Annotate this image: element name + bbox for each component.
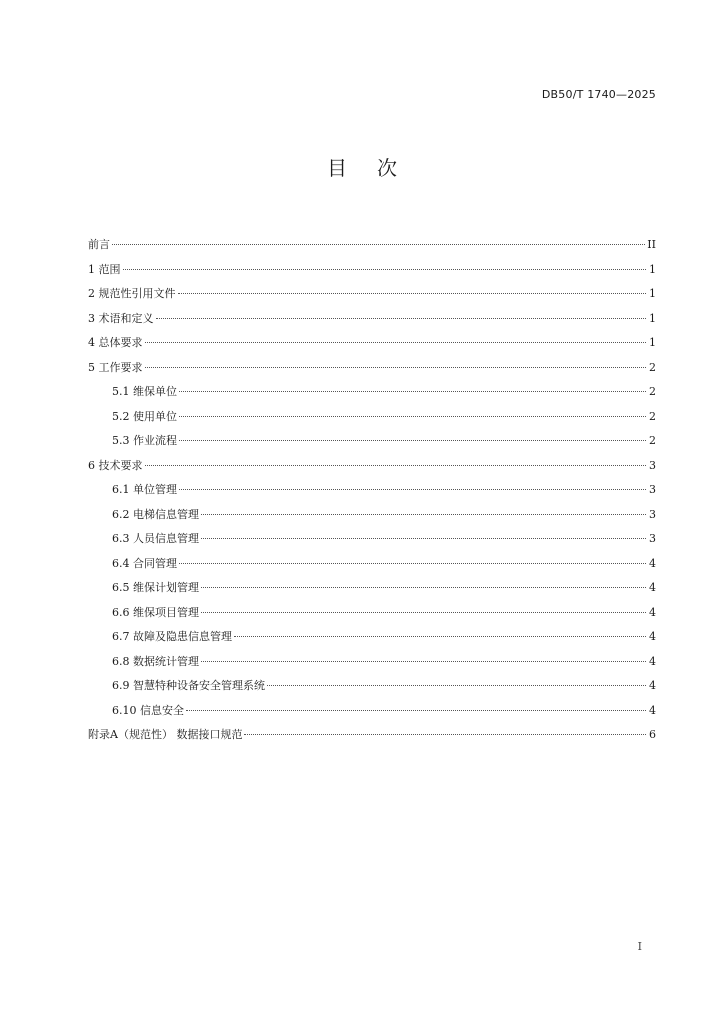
page-title: 目次 bbox=[327, 156, 427, 180]
toc-entry-page: 2 bbox=[649, 434, 656, 447]
toc-leader-dots bbox=[179, 440, 646, 441]
toc-leader-dots bbox=[145, 342, 647, 343]
toc-entry-label: 6.2 电梯信息管理 bbox=[112, 507, 199, 521]
toc-entry-label: 3 术语和定义 bbox=[88, 311, 154, 325]
toc-entry-label: 6.8 数据统计管理 bbox=[112, 654, 199, 668]
toc-entry[interactable] bbox=[88, 579, 656, 604]
toc-entry-page: 4 bbox=[649, 630, 656, 643]
toc-entry[interactable] bbox=[88, 285, 656, 310]
toc-entry[interactable] bbox=[88, 702, 656, 727]
toc-entry-label: 5.3 作业流程 bbox=[112, 434, 177, 447]
toc-leader-dots bbox=[267, 685, 646, 686]
toc-entry-page: 6 bbox=[649, 728, 656, 741]
toc-leader-dots bbox=[179, 416, 646, 417]
toc-leader-dots bbox=[201, 612, 646, 613]
toc-entry[interactable] bbox=[88, 726, 656, 751]
toc-leader-dots bbox=[145, 367, 647, 368]
toc-entry[interactable] bbox=[88, 481, 656, 506]
toc-entry-label: 6.5 维保计划管理 bbox=[112, 581, 199, 594]
toc-entry[interactable] bbox=[88, 530, 656, 555]
toc-entry-label: 6.9 智慧特种设备安全管理系统 bbox=[112, 679, 265, 692]
document-id: DB50/T 1740—2025 bbox=[541, 88, 656, 101]
toc-leader-dots bbox=[156, 318, 647, 319]
toc-leader-dots bbox=[244, 734, 646, 735]
toc-entry[interactable] bbox=[88, 334, 656, 359]
toc-entry-page: 4 bbox=[649, 654, 656, 668]
toc-entry-page: 4 bbox=[649, 605, 656, 619]
toc-entry[interactable] bbox=[88, 653, 656, 678]
toc-leader-dots bbox=[201, 514, 646, 515]
toc-entry[interactable] bbox=[88, 236, 656, 261]
toc-entry-page: 1 bbox=[649, 287, 656, 300]
toc-entry-label: 4 总体要求 bbox=[88, 336, 143, 349]
toc-entry-page: 2 bbox=[649, 360, 656, 374]
toc-leader-dots bbox=[145, 465, 647, 466]
toc-entry[interactable] bbox=[88, 677, 656, 702]
toc-entry-label: 1 范围 bbox=[88, 262, 121, 276]
toc-leader-dots bbox=[201, 587, 646, 588]
toc-leader-dots bbox=[178, 293, 647, 294]
toc-entry[interactable] bbox=[88, 310, 656, 335]
toc-entry-page: 2 bbox=[649, 409, 656, 423]
toc-leader-dots bbox=[112, 244, 645, 245]
table-of-contents bbox=[88, 236, 656, 751]
toc-entry-page: 4 bbox=[649, 703, 656, 717]
toc-entry-label: 5.2 使用单位 bbox=[112, 409, 177, 423]
toc-entry-label: 6.3 人员信息管理 bbox=[112, 532, 199, 545]
toc-entry-page: 2 bbox=[649, 385, 656, 398]
toc-entry-label: 2 规范性引用文件 bbox=[88, 287, 176, 300]
toc-entry-label: 5.1 维保单位 bbox=[112, 385, 177, 398]
toc-entry-page: 1 bbox=[649, 336, 656, 349]
toc-entry[interactable] bbox=[88, 383, 656, 408]
toc-entry[interactable] bbox=[88, 359, 656, 384]
toc-entry-label: 5 工作要求 bbox=[88, 360, 143, 374]
footer-page-number: I bbox=[637, 940, 642, 953]
toc-entry[interactable] bbox=[88, 555, 656, 580]
toc-entry[interactable] bbox=[88, 604, 656, 629]
toc-entry-page: 4 bbox=[649, 679, 656, 692]
toc-entry-label: 6.4 合同管理 bbox=[112, 556, 177, 570]
toc-entry-label: 6 技术要求 bbox=[88, 458, 143, 472]
toc-entry-page: II bbox=[647, 238, 656, 251]
toc-leader-dots bbox=[179, 391, 646, 392]
toc-entry-label: 6.7 故障及隐患信息管理 bbox=[112, 630, 232, 643]
toc-leader-dots bbox=[201, 538, 646, 539]
toc-entry-label: 附录A（规范性） 数据接口规范 bbox=[88, 728, 243, 741]
toc-leader-dots bbox=[186, 710, 646, 711]
toc-entry[interactable] bbox=[88, 261, 656, 286]
toc-leader-dots bbox=[179, 563, 646, 564]
toc-leader-dots bbox=[123, 269, 647, 270]
toc-entry-page: 4 bbox=[649, 581, 656, 594]
toc-leader-dots bbox=[234, 636, 646, 637]
toc-entry[interactable] bbox=[88, 432, 656, 457]
toc-entry[interactable] bbox=[88, 506, 656, 531]
toc-entry[interactable] bbox=[88, 408, 656, 433]
toc-entry-page: 3 bbox=[649, 507, 656, 521]
toc-entry[interactable] bbox=[88, 457, 656, 482]
toc-entry-page: 3 bbox=[649, 458, 656, 472]
toc-entry-label: 6.6 维保项目管理 bbox=[112, 605, 199, 619]
toc-entry-page: 4 bbox=[649, 556, 656, 570]
toc-entry-page: 3 bbox=[649, 532, 656, 545]
toc-entry[interactable] bbox=[88, 628, 656, 653]
toc-entry-label: 前言 bbox=[88, 238, 110, 251]
toc-entry-page: 3 bbox=[649, 483, 656, 496]
toc-entry-label: 6.10 信息安全 bbox=[112, 703, 184, 717]
toc-entry-label: 6.1 单位管理 bbox=[112, 483, 177, 496]
toc-leader-dots bbox=[179, 489, 646, 490]
toc-entry-page: 1 bbox=[649, 311, 656, 325]
toc-leader-dots bbox=[201, 661, 646, 662]
toc-entry-page: 1 bbox=[649, 262, 656, 276]
